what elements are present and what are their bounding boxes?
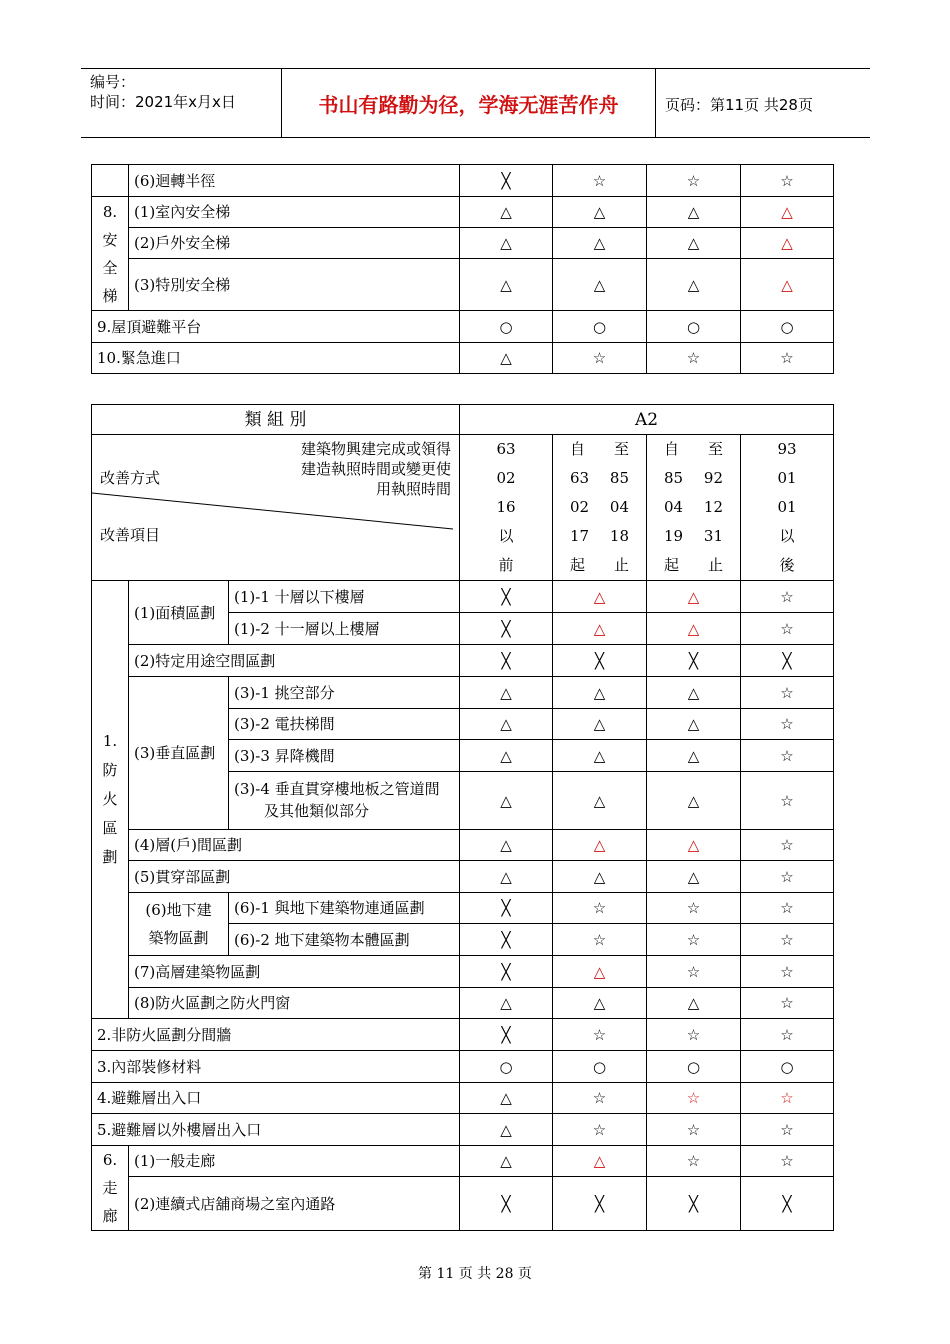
mark-cell: ☆	[553, 165, 647, 197]
item-cell: (3)-2 電扶梯間	[229, 709, 460, 740]
table-row	[92, 259, 834, 311]
mark-cell: ☆	[741, 861, 834, 893]
date-col-4: 93 01 01 以 後	[741, 435, 834, 581]
mark-cell: △	[553, 988, 647, 1019]
date-col-1: 63 02 16 以 前	[460, 435, 553, 581]
class-a2-header: A2	[460, 405, 834, 435]
mark-cell: ☆	[553, 1083, 647, 1114]
mark-cell: ○	[647, 1051, 741, 1083]
table-row	[92, 165, 834, 197]
mark-cell: ☆	[741, 924, 834, 956]
table-row	[92, 893, 834, 924]
mark-cell: ╳	[460, 581, 553, 613]
page-header	[81, 68, 870, 138]
item-cell: (4)層(戶)間區劃	[129, 830, 460, 861]
mark-cell: △	[553, 740, 647, 772]
group-cell: 8.安全梯	[92, 197, 129, 311]
date-col-3: 自 至 85 92 04 12 19 31 起 止	[647, 435, 741, 581]
mark-cell: ╳	[460, 924, 553, 956]
diagonal-header	[92, 435, 460, 581]
item-cell: (6)-2 地下建築物本體區劃	[229, 924, 460, 956]
motto: 书山有路勤为径，学海无涯苦作舟	[282, 69, 656, 137]
item-cell: 3.內部裝修材料	[92, 1051, 460, 1083]
mark-cell: △	[553, 772, 647, 830]
item-cell: (1)室內安全梯	[129, 197, 460, 228]
mark-cell: ╳	[647, 1177, 741, 1231]
date-header-row	[92, 435, 834, 581]
table-row	[92, 581, 834, 613]
mark-cell: ╳	[553, 1177, 647, 1231]
mark-cell: ☆	[553, 893, 647, 924]
mark-cell: △	[460, 1114, 553, 1146]
mark-cell: △	[553, 581, 647, 613]
mark-cell: ☆	[741, 677, 834, 709]
mark-cell: △	[460, 740, 553, 772]
diag-top-text: 建築物興建完成或領得建造執照時間或變更使用執照時間	[301, 440, 452, 498]
group-cell: 1.防火區劃	[92, 581, 129, 1019]
mark-cell: ☆	[647, 924, 741, 956]
table-row	[92, 677, 834, 709]
mark-cell: ○	[460, 311, 553, 343]
date-label: 时间：2021年x月x日	[90, 93, 236, 111]
mark-cell: △	[647, 197, 741, 228]
mark-cell: △	[553, 956, 647, 988]
table-row	[92, 830, 834, 861]
table-row	[92, 343, 834, 374]
mark-cell: ╳	[741, 645, 834, 677]
mark-cell: ○	[460, 1051, 553, 1083]
mark-cell: ☆	[741, 830, 834, 861]
table-row	[92, 1019, 834, 1051]
table-row	[92, 1083, 834, 1114]
item-cell: (6)迴轉半徑	[129, 165, 460, 197]
mark-cell: ☆	[741, 1146, 834, 1177]
table-title-row	[92, 405, 834, 435]
mark-cell: △	[647, 772, 741, 830]
item-cell: (6)-1 與地下建築物連通區劃	[229, 893, 460, 924]
mark-cell: △	[553, 709, 647, 740]
group-cell: 6.走廊	[92, 1146, 129, 1231]
mark-cell: ☆	[647, 1019, 741, 1051]
group-cell	[92, 165, 129, 197]
table-row	[92, 197, 834, 228]
table-2	[91, 404, 834, 1231]
mark-cell: ☆	[741, 1114, 834, 1146]
table-row	[92, 645, 834, 677]
mark-cell: ☆	[741, 1019, 834, 1051]
mark-cell: △	[460, 677, 553, 709]
diag-bot-text: 改善項目	[100, 526, 161, 544]
mark-cell: ╳	[460, 893, 553, 924]
mark-cell: ☆	[741, 988, 834, 1019]
table-row	[92, 1114, 834, 1146]
mark-cell: △	[460, 1146, 553, 1177]
mark-cell: △	[647, 830, 741, 861]
mark-cell: ☆	[741, 740, 834, 772]
mark-cell: ☆	[741, 1083, 834, 1114]
mark-cell: △	[647, 988, 741, 1019]
mark-cell: △	[741, 259, 834, 311]
mark-cell: ☆	[647, 165, 741, 197]
item-cell: (3)-3 昇降機間	[229, 740, 460, 772]
item-cell: 9.屋頂避難平台	[92, 311, 460, 343]
mark-cell: △	[460, 709, 553, 740]
mark-cell: ○	[553, 311, 647, 343]
mark-cell: ☆	[741, 165, 834, 197]
mark-cell: △	[460, 830, 553, 861]
mark-cell: △	[647, 259, 741, 311]
mark-cell: ╳	[460, 1019, 553, 1051]
mark-cell: △	[647, 740, 741, 772]
item-cell: 10.緊急進口	[92, 343, 460, 374]
mark-cell: △	[741, 197, 834, 228]
sub-cell: (1)面積區劃	[129, 581, 229, 645]
mark-cell: ☆	[647, 893, 741, 924]
mark-cell: ☆	[647, 956, 741, 988]
table-row	[92, 988, 834, 1019]
mark-cell: ╳	[460, 1177, 553, 1231]
date-col-2: 自 至 63 85 02 04 17 18 起 止	[553, 435, 647, 581]
item-cell: (1)-2 十一層以上樓層	[229, 613, 460, 645]
item-cell: (1)一般走廊	[129, 1146, 460, 1177]
item-cell: (3)-4 垂直貫穿樓地板之管道間 及其他類似部分	[229, 772, 460, 830]
diag-mid-text: 改善方式	[100, 469, 161, 487]
mark-cell: ☆	[553, 1114, 647, 1146]
table-row	[92, 1146, 834, 1177]
mark-cell: △	[553, 830, 647, 861]
item-cell: (8)防火區劃之防火門窗	[129, 988, 460, 1019]
mark-cell: △	[460, 259, 553, 311]
mark-cell: △	[460, 228, 553, 259]
item-cell: 4.避難層出入口	[92, 1083, 460, 1114]
item-cell: (5)貫穿部區劃	[129, 861, 460, 893]
mark-cell: ☆	[647, 1083, 741, 1114]
item-cell: (1)-1 十層以下樓層	[229, 581, 460, 613]
item-cell: (2)特定用途空間區劃	[129, 645, 460, 677]
mark-cell: ☆	[553, 924, 647, 956]
mark-cell: ○	[741, 1051, 834, 1083]
mark-cell: ╳	[741, 1177, 834, 1231]
table-row	[92, 956, 834, 988]
mark-cell: △	[553, 259, 647, 311]
table-row	[92, 861, 834, 893]
mark-cell: △	[647, 709, 741, 740]
mark-cell: △	[460, 197, 553, 228]
mark-cell: ☆	[553, 1019, 647, 1051]
sub-cell: (6)地下建築物區劃	[129, 893, 229, 956]
mark-cell: ☆	[741, 613, 834, 645]
mark-cell: △	[647, 228, 741, 259]
item-cell: (3)特別安全梯	[129, 259, 460, 311]
mark-cell: △	[553, 861, 647, 893]
mark-cell: △	[460, 343, 553, 374]
mark-cell: ☆	[741, 893, 834, 924]
mark-cell: ☆	[553, 343, 647, 374]
mark-cell: ☆	[741, 956, 834, 988]
mark-cell: △	[741, 228, 834, 259]
sub-cell: (3)垂直區劃	[129, 677, 229, 830]
page-footer: 第 11 页 共 28 页	[418, 1266, 532, 1282]
item-cell: 5.避難層以外樓層出入口	[92, 1114, 460, 1146]
class-group-header: 類 組 別	[92, 405, 460, 435]
mark-cell: ╳	[647, 645, 741, 677]
item-cell: (7)高層建築物區劃	[129, 956, 460, 988]
mark-cell: △	[553, 228, 647, 259]
mark-cell: △	[647, 677, 741, 709]
mark-cell: ☆	[741, 709, 834, 740]
mark-cell: △	[460, 772, 553, 830]
item-cell: (2)連續式店舖商場之室內通路	[129, 1177, 460, 1231]
mark-cell: △	[553, 197, 647, 228]
mark-cell: △	[647, 581, 741, 613]
mark-cell: ☆	[647, 1114, 741, 1146]
mark-cell: ╳	[460, 645, 553, 677]
mark-cell: ☆	[647, 343, 741, 374]
mark-cell: △	[553, 613, 647, 645]
mark-cell: ☆	[647, 1146, 741, 1177]
table-row	[92, 311, 834, 343]
mark-cell: ○	[647, 311, 741, 343]
mark-cell: ╳	[460, 613, 553, 645]
mark-cell: △	[460, 988, 553, 1019]
mark-cell: △	[460, 861, 553, 893]
mark-cell: ╳	[460, 165, 553, 197]
item-cell: (3)-1 挑空部分	[229, 677, 460, 709]
mark-cell: ☆	[741, 343, 834, 374]
item-cell: 2.非防火區劃分間牆	[92, 1019, 460, 1051]
mark-cell: ○	[553, 1051, 647, 1083]
item-cell: (2)戶外安全梯	[129, 228, 460, 259]
header-left-cell	[81, 69, 282, 137]
mark-cell: ☆	[741, 772, 834, 830]
mark-cell: ○	[741, 311, 834, 343]
mark-cell: ☆	[741, 581, 834, 613]
mark-cell: △	[647, 861, 741, 893]
table-1	[91, 164, 834, 374]
mark-cell: △	[460, 1083, 553, 1114]
table-row	[92, 1177, 834, 1231]
page-number-label: 页码：第11页 共28页	[665, 96, 813, 114]
table-row	[92, 1051, 834, 1083]
mark-cell: △	[647, 613, 741, 645]
mark-cell: ╳	[460, 956, 553, 988]
table-row	[92, 228, 834, 259]
mark-cell: ╳	[553, 645, 647, 677]
number-label: 编号：	[90, 73, 136, 91]
mark-cell: △	[553, 677, 647, 709]
mark-cell: △	[553, 1146, 647, 1177]
